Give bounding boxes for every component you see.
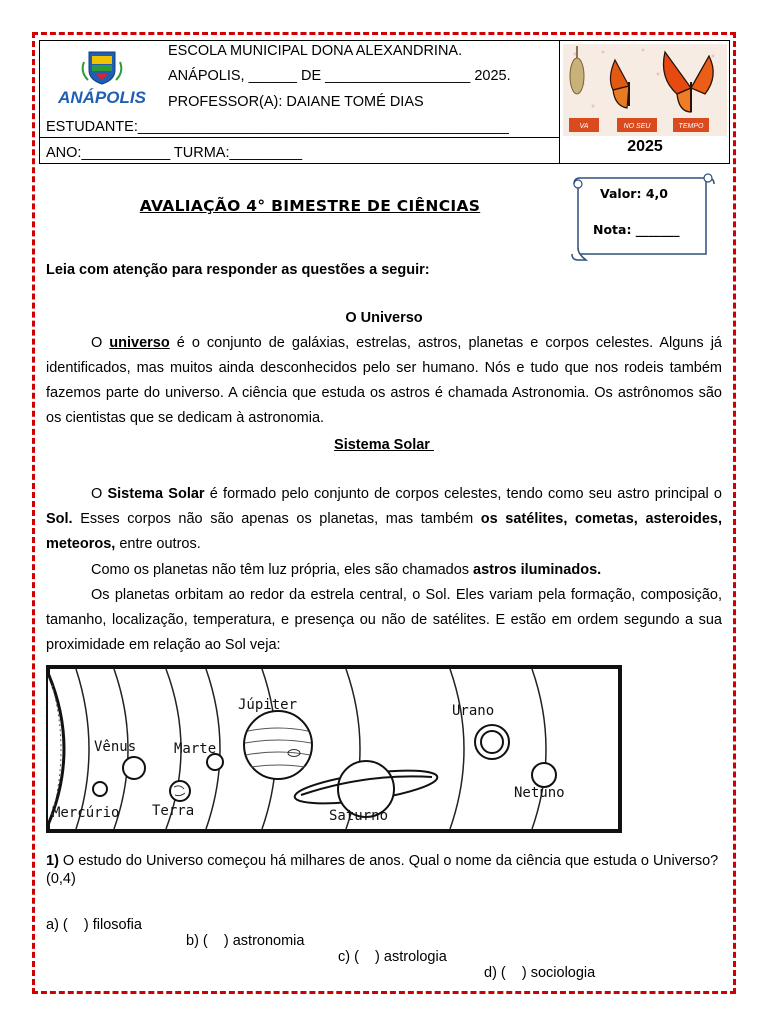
paragraph-orbits: Os planetas orbitam ao redor da estrela central, o Sol. Eles variam pela formação, composição, tamanho, localização, temperatura, e presença ou não de satélites. E estão em ordem segundo a sua proximidade em relação ao Sol veja: <box>46 587 722 653</box>
image-label: VA <box>579 123 589 130</box>
header-divider <box>559 40 560 164</box>
year-label: 2025 <box>627 138 663 155</box>
image-label: TEMPO <box>678 123 704 130</box>
option-c[interactable]: c) ( ) astrologia <box>338 949 447 965</box>
student-name-field[interactable]: ESTUDANTE:______________________________________________ <box>46 119 509 135</box>
planet-label: Saturno <box>329 808 389 824</box>
grade-field[interactable]: Nota: _______ <box>593 222 680 237</box>
planet-label: Vênus <box>94 739 137 755</box>
header-row-line <box>39 137 560 138</box>
planet-label: Netuno <box>514 785 565 801</box>
instructions: Leia com atenção para responder as questões a seguir: <box>46 262 430 278</box>
question-1: 1) O estudo do Universo começou há milhares de anos. Qual o nome da ciência que estuda o Universo? (0,4) <box>46 853 719 887</box>
paragraph-solar-system: O Sistema Solar é formado pelo conjunto de corpos celestes, tendo como seu astro principal o Sol. Esses corpos não são apenas os planetas, mas também os satélites, cometas, asteroides, meteoros, entre outros. <box>46 486 723 552</box>
image-label: NO SEU <box>623 123 651 130</box>
section-heading-universe: O Universo <box>345 310 423 326</box>
score-scroll <box>568 170 718 262</box>
planet-label: Júpiter <box>238 697 298 713</box>
solar-system-figure <box>46 665 622 833</box>
planet-label: Marte <box>174 741 217 757</box>
city-logo <box>56 48 148 110</box>
section-heading-solar-system: Sistema Solar <box>334 437 434 453</box>
page-title: AVALIAÇÃO 4° BIMESTRE DE CIÊNCIAS <box>139 197 481 215</box>
option-d[interactable]: d) ( ) sociologia <box>484 965 596 981</box>
butterfly-illustration <box>563 44 727 136</box>
option-a[interactable]: a) ( ) filosofia <box>46 917 142 933</box>
teacher-name: PROFESSOR(A): DAIANE TOMÉ DIAS <box>168 94 424 110</box>
paragraph-universe: O universo é o conjunto de galáxias, estrelas, astros, planetas e corpos celestes. Alguns já identificados, mas muitos ainda desconhecidos pelo ser humano. Nós e tudo que nos rodeis também fazemos parte do universo. A ciência que estuda os astros é chamada Astronomia. Os astrônomos são os cientistas que se dedicam à astronomia. <box>46 335 722 426</box>
class-field[interactable]: ANO:___________ TURMA:_________ <box>46 145 303 161</box>
city-date-line[interactable]: ANÁPOLIS, ______ DE __________________ 2025. <box>168 68 511 84</box>
score-value: Valor: 4,0 <box>600 186 668 201</box>
planet-label: Terra <box>152 803 195 819</box>
option-b[interactable]: b) ( ) astronomia <box>186 933 305 949</box>
question-1-options <box>46 901 596 981</box>
school-name: ESCOLA MUNICIPAL DONA ALEXANDRINA. <box>168 43 463 59</box>
logo-text: ANÁPOLIS <box>58 88 146 107</box>
paragraph-illuminated: Como os planetas não têm luz própria, eles são chamados astros iluminados. <box>91 562 602 578</box>
planet-label: Urano <box>452 703 495 719</box>
planet-label: Mercúrio <box>52 805 120 821</box>
